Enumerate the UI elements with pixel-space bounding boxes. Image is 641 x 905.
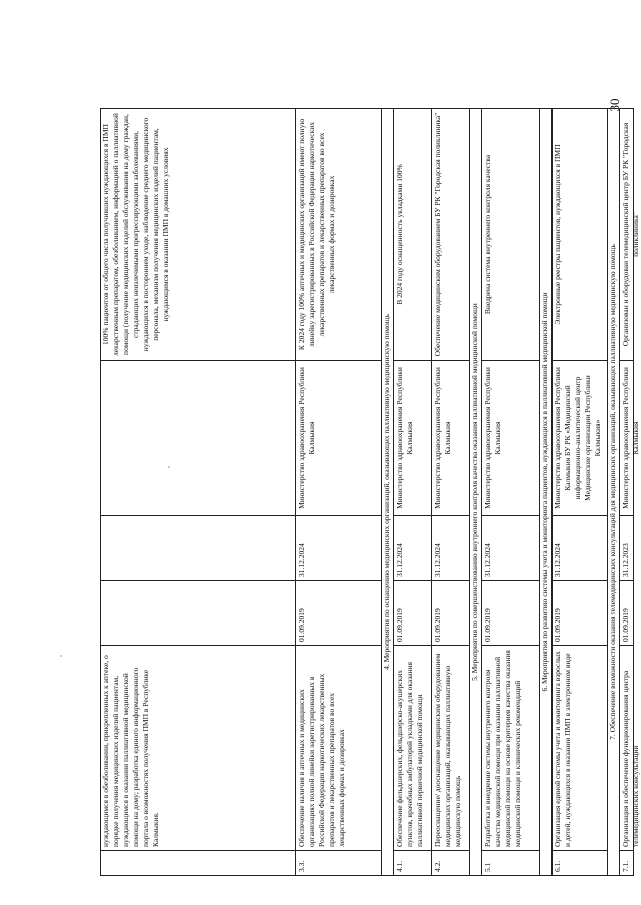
end-date: 31.12.2024 xyxy=(394,516,431,581)
responsible: Министерство здравоохранения Республики Калмыкия xyxy=(394,361,431,516)
start-date: 01.09.2019 xyxy=(296,581,381,646)
row-number: 6.1. xyxy=(552,851,607,876)
row-number: 7.1. xyxy=(620,851,633,876)
end-date xyxy=(100,516,295,581)
responsible: Министерство здравоохранения Республики Калмыкия xyxy=(296,361,381,516)
responsible: Министерство здравоохранения Республики Калмыкия xyxy=(620,361,633,516)
expected-result: В 2024 году оснащенность укладками 100% xyxy=(394,108,431,361)
end-date: 31.12.2024 xyxy=(432,516,469,581)
end-date: 31.12.2024 xyxy=(552,516,607,581)
page-number: 30 xyxy=(607,98,622,112)
responsible: Министерство здравоохранения Республики Калмыкия xyxy=(432,361,469,516)
table-row xyxy=(296,108,382,876)
activity-text: Разработка и внедрение системы внутреннего контроля качества медицинской помощи при оказании паллиативной медицинской помощи на основе критериев качества оказания медицинской помощи и клинических рекомендаций xyxy=(482,646,539,851)
row-number: 4.2. xyxy=(432,851,469,876)
expected-result: Внедрена система внутреннего контроля качества xyxy=(482,108,539,361)
activity-text: Обеспечение наличия в аптечных и медицинских организациях полной линейки зарегистрированных в Российской Федерации наркотических лекарственных препаратов и лекарственных препаратов во всех лекарственных формах и дозировках xyxy=(296,646,381,851)
rotated-table xyxy=(100,108,570,876)
table-row xyxy=(482,108,540,876)
start-date: 01.09.2019 xyxy=(432,581,469,646)
end-date: 31.12.2023 xyxy=(620,516,633,581)
activity-text: Обеспечение фельдшерских, фельдшерско-акушерских пунктов, врачебных амбулаторий укладками для оказания паллиативной первичной медицинской помощи xyxy=(394,646,431,851)
expected-result: Организован и оборудован телемедицинский центр БУ РК "Городская поликлиника" xyxy=(620,108,633,361)
start-date: 01.09.2019 xyxy=(394,581,431,646)
expected-result: К 2024 году 100% аптечных и медицинских организаций имеют полную линейку зарегистрированных в Российской Федерации наркотических лекарственных препаратов и лекарственных препаратов во всех лекарственных формах и дозировках xyxy=(296,108,381,361)
row-number: 4.1. xyxy=(394,851,431,876)
activity-text: нуждающимся в обезболивании, прикрепленных к аптеке, о порядке получения медицинских изделий пациентам, нуждающимся в оказании паллиативной медицинской помощи на дому; разработка единого информационного портала о возможностях получения ПМП в Республике Калмыкия. xyxy=(100,646,295,851)
expected-result: Электронные реестры пациентов, нуждающихся в ПМП xyxy=(552,108,607,361)
start-date xyxy=(100,581,295,646)
responsible: Министерство здравоохранения Республики Калмыкия xyxy=(482,361,539,516)
table-row xyxy=(100,108,296,876)
table-row xyxy=(620,108,640,876)
end-date: 31.12.2024 xyxy=(482,516,539,581)
activity-text: Организация единой системы учета и мониторинга взрослых и детей, нуждающихся в оказании ПМП в электронном виде xyxy=(552,646,607,851)
section-heading: 6. Мероприятия по развитию системы учета и мониторинга пациентов, нуждающихся в паллиативной медицинской помощи xyxy=(540,108,552,876)
activity-text: Организация и обеспечение функционирования центра телемедицинских консультаций xyxy=(620,646,633,851)
row-number xyxy=(100,851,295,876)
section-heading: 4. Мероприятия по оснащению медицинских организаций, оказывающих паллиативную медицинскую помощь xyxy=(382,108,394,876)
rotated-table-tail xyxy=(552,108,640,876)
expected-result: Обеспечение медицинским оборудованием БУ РК "Городская поликлиника" xyxy=(432,108,469,361)
responsible: Министерство здравоохранения Республики Калмыкия БУ РК «Медицинский информационно-аналитический центр Медицинские организации Республики Калмыкия» xyxy=(552,361,607,516)
start-date: 01.09.2019 xyxy=(620,581,633,646)
expected-result: 100% пациентов от общего числа получивших нуждающихся в ПМП лекарственным препаратом, обезболиванием, информацией о паллиативной помощи (получение медицинских изделий обслуживания на дому граждан, страдающих неизлечимыми прогрессирующими заболеваниями, нуждающихся в постороннем уходе, наблюдение среднего медицинского персонала, механизм получения медицинских изделий пациентам, нуждающимся в оказании ПМП в домашних условиях xyxy=(100,108,295,361)
row-number: 3.3. xyxy=(296,851,381,876)
table-row xyxy=(394,108,432,876)
start-date: 01.09.2019 xyxy=(552,581,607,646)
row-number: 5.1 xyxy=(482,851,539,876)
table-row xyxy=(432,108,470,876)
responsible xyxy=(100,361,295,516)
scan-speck xyxy=(60,655,62,657)
start-date: 01.09.2019 xyxy=(482,581,539,646)
section-heading: 5. Мероприятия по совершенствованию внутреннего контроля качества оказания паллиативной медицинской помощи xyxy=(470,108,482,876)
end-date: 31.12.2024 xyxy=(296,516,381,581)
activity-text: Переоснащение/ дооснащение медицинским оборудованием медицинских организаций, оказывающих паллиативную медицинскую помощь xyxy=(432,646,469,851)
section-heading: 7. Обеспечение возможности оказания телемедицинских консультаций для медицинских организаций, оказывающих паллиативную медицинскую помощь xyxy=(608,108,620,876)
table-row xyxy=(552,108,608,876)
